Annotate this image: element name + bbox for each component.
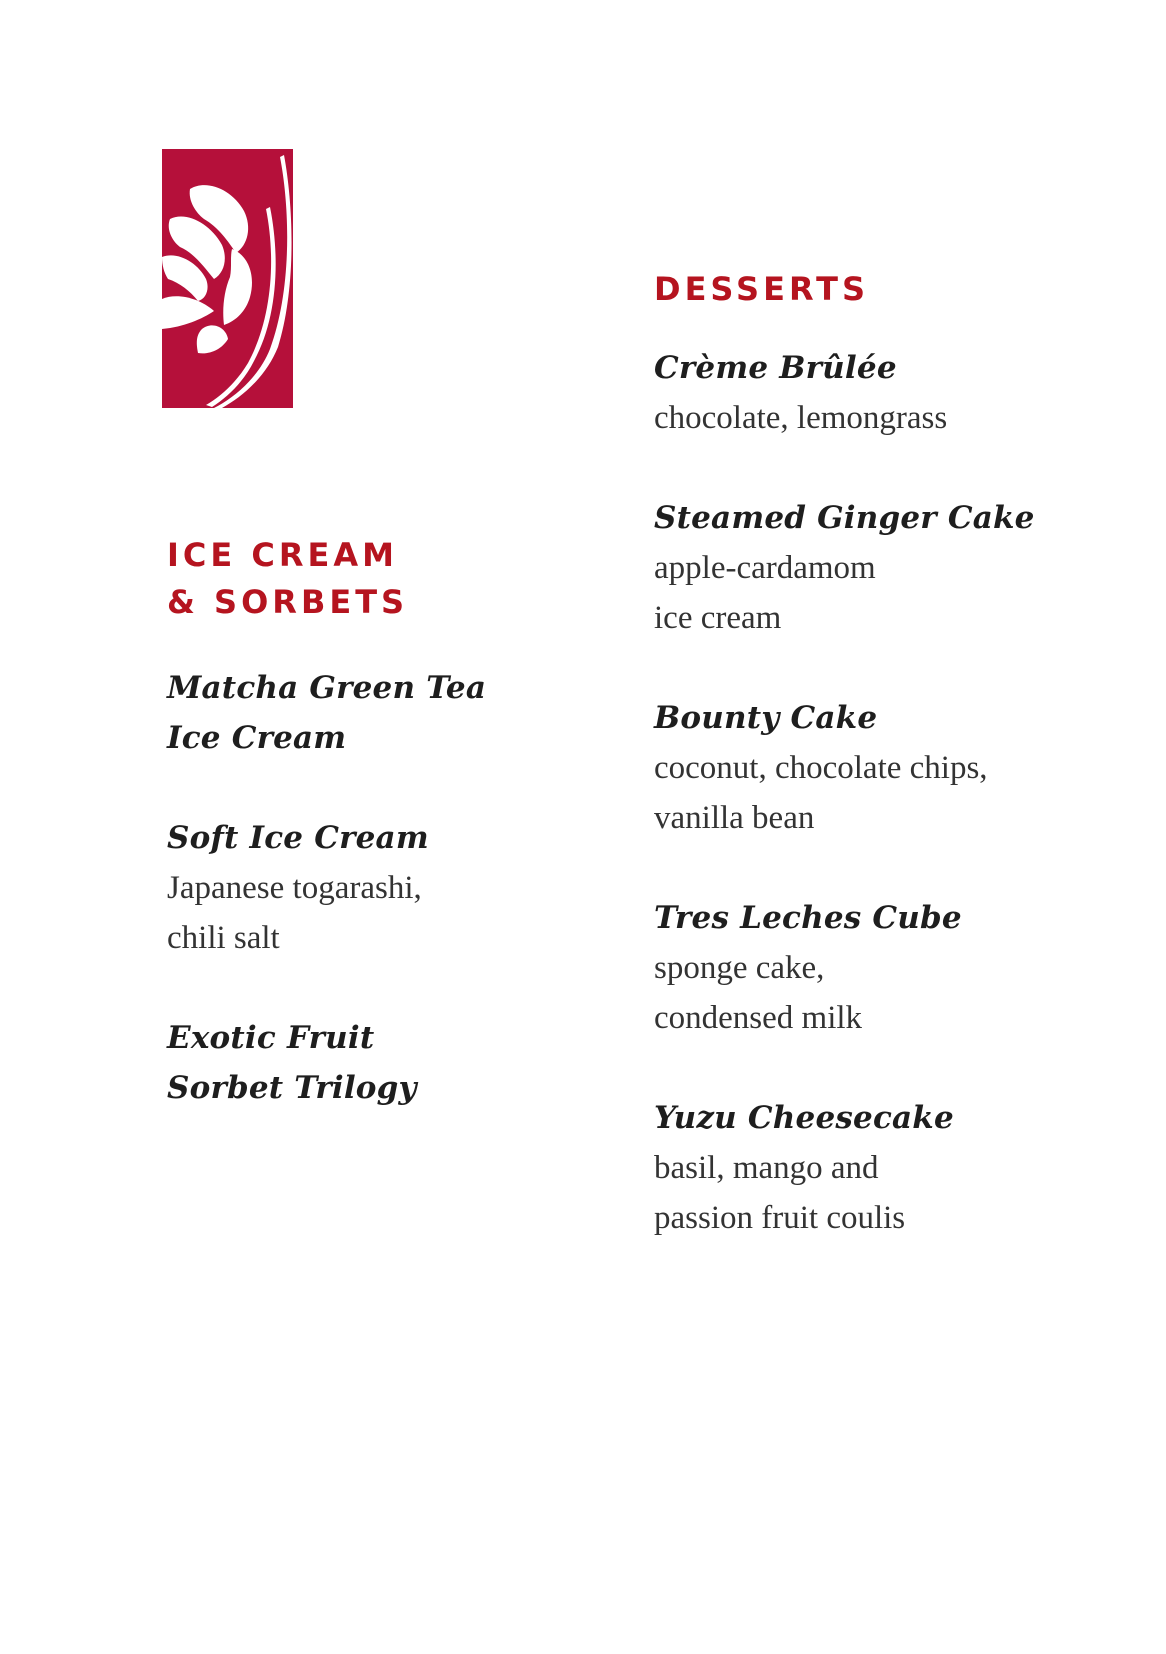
orchid-logo-icon: [162, 149, 293, 408]
item-desc-line: coconut, chocolate chips,: [654, 750, 988, 786]
item-description: [167, 863, 587, 963]
item-desc-line: chili salt: [167, 920, 280, 956]
section-heading-desserts: [654, 266, 1124, 313]
item-description: [654, 393, 1124, 443]
item-name-line: Crème Brûlée: [654, 350, 897, 386]
item-desc-line: vanilla bean: [654, 800, 815, 836]
menu-item-ginger-cake: [654, 493, 1124, 643]
menu-item-tres-leches: [654, 893, 1124, 1043]
item-desc-line: sponge cake,: [654, 950, 825, 986]
item-desc-line: chocolate, lemongrass: [654, 400, 948, 436]
item-desc-line: ice cream: [654, 600, 782, 636]
menu-item-soft-ice-cream: [167, 813, 587, 963]
item-name: [654, 693, 1124, 743]
menu-item-sorbet-trilogy: [167, 1013, 587, 1113]
item-name: [654, 1093, 1124, 1143]
desserts-section: [654, 266, 1124, 1293]
item-desc-line: condensed milk: [654, 1000, 863, 1036]
item-name: [167, 663, 587, 763]
item-name: [654, 893, 1124, 943]
ice-cream-section: [167, 532, 587, 1163]
item-description: [654, 543, 1124, 643]
item-name-line: Tres Leches Cube: [654, 900, 962, 936]
item-desc-line: Japanese togarashi,: [167, 870, 422, 906]
section-heading-ice-cream: [167, 532, 587, 626]
item-name-line: Steamed Ginger Cake: [654, 500, 1035, 536]
menu-item-matcha: [167, 663, 587, 763]
item-desc-line: basil, mango and: [654, 1150, 879, 1186]
item-name-line: Ice Cream: [167, 720, 347, 756]
item-name-line: Soft Ice Cream: [167, 820, 429, 856]
heading-line: & SORBETS: [167, 583, 409, 621]
heading-line: DESSERTS: [654, 270, 870, 308]
item-name: [654, 343, 1124, 393]
item-desc-line: passion fruit coulis: [654, 1200, 906, 1236]
item-name: [167, 1013, 587, 1113]
item-name-line: Yuzu Cheesecake: [654, 1100, 954, 1136]
item-name-line: Bounty Cake: [654, 700, 878, 736]
menu-item-bounty-cake: [654, 693, 1124, 843]
menu-item-creme-brulee: [654, 343, 1124, 443]
heading-line: ICE CREAM: [167, 536, 398, 574]
menu-item-yuzu-cheesecake: [654, 1093, 1124, 1243]
item-desc-line: apple-cardamom: [654, 550, 876, 586]
item-name-line: Matcha Green Tea: [167, 670, 487, 706]
item-name-line: Sorbet Trilogy: [167, 1070, 417, 1106]
item-name: [654, 493, 1124, 543]
item-description: [654, 743, 1124, 843]
item-description: [654, 1143, 1124, 1243]
item-name: [167, 813, 587, 863]
item-name-line: Exotic Fruit: [167, 1020, 375, 1056]
item-description: [654, 943, 1124, 1043]
